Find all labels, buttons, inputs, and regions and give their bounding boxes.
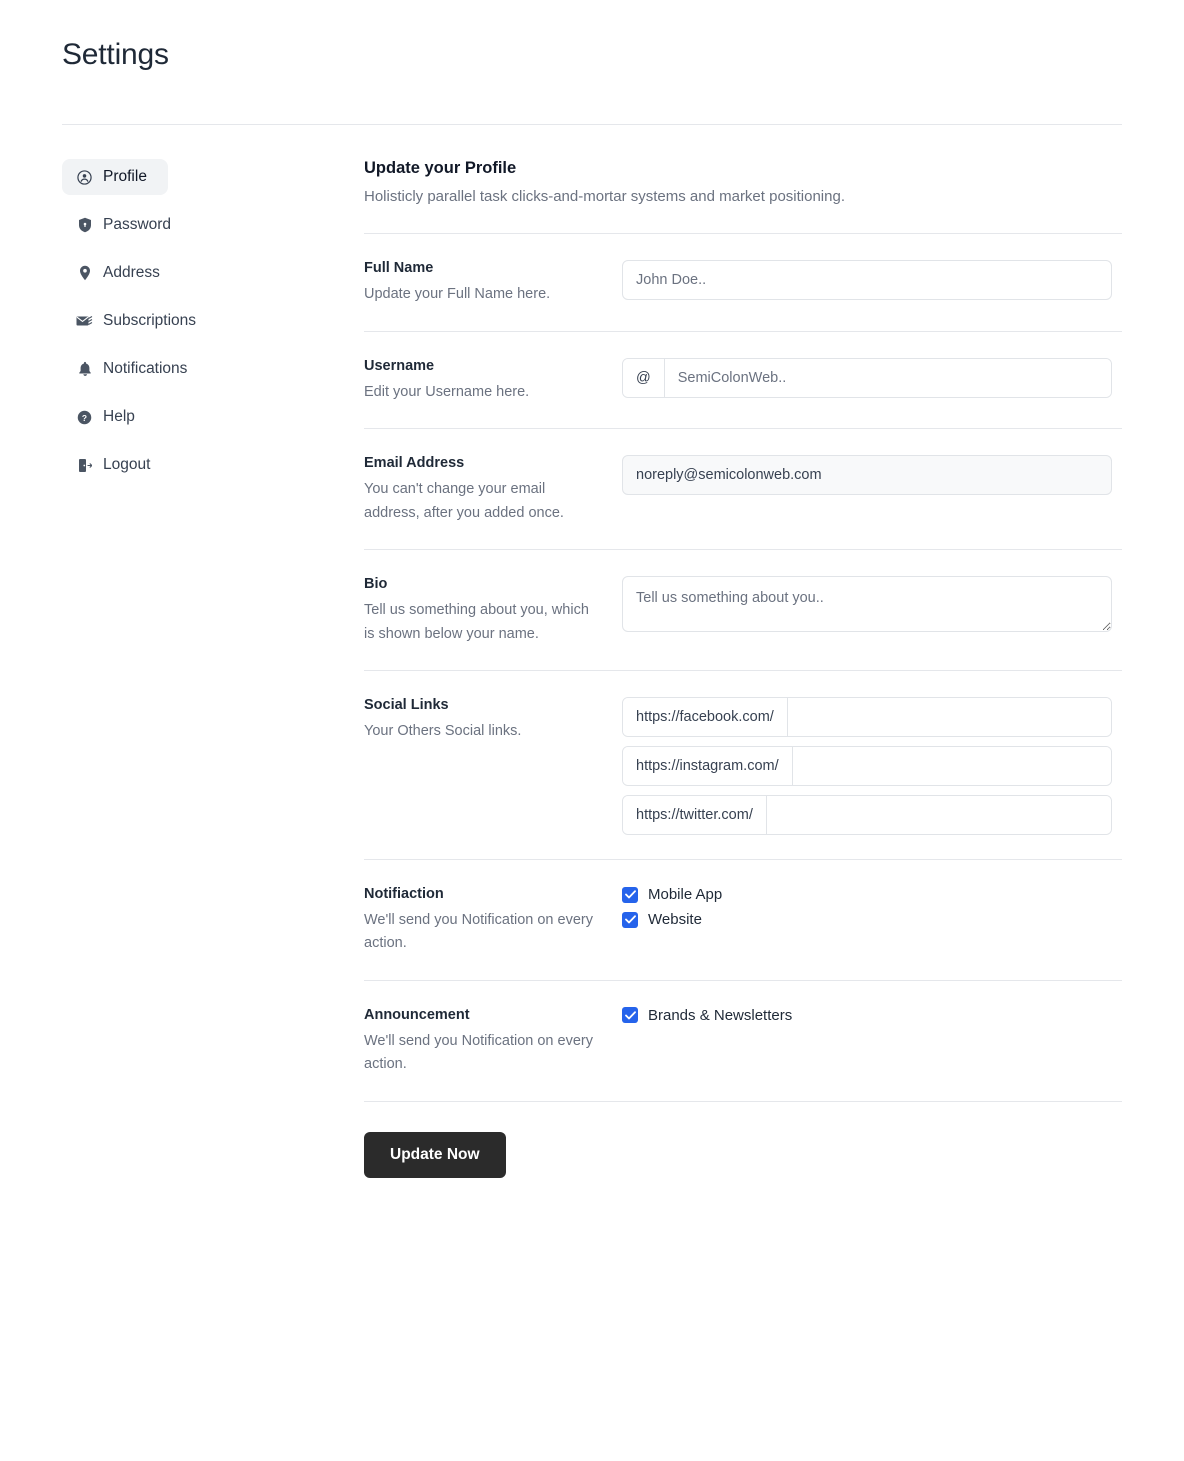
form-footer <box>364 1102 1122 1178</box>
instagram-input-group <box>622 746 1112 786</box>
field-label-group <box>364 1007 622 1077</box>
field-control <box>622 1007 1112 1032</box>
settings-page <box>0 20 1184 1461</box>
sidebar-item-subscriptions[interactable] <box>62 303 262 339</box>
sidebar-item-label: Notifications <box>103 360 188 378</box>
field-control <box>622 576 1112 637</box>
update-now-button[interactable]: Update Now <box>364 1132 506 1178</box>
instagram-url-prefix: https://instagram.com/ <box>623 747 793 785</box>
field-label: Notifiaction <box>364 886 444 902</box>
field-label-group <box>364 697 622 743</box>
email-input <box>622 455 1112 495</box>
mobile-app-checkbox[interactable] <box>622 887 638 903</box>
field-label: Announcement <box>364 1006 470 1023</box>
field-row-notification <box>364 860 1122 981</box>
field-row-social-links <box>364 671 1122 860</box>
profile-form <box>312 159 1122 1178</box>
field-description: Update your Full Name here. <box>364 286 551 303</box>
bell-icon <box>76 361 93 378</box>
field-label: Full Name <box>364 260 434 277</box>
checkbox-row-website <box>622 911 1112 928</box>
instagram-input[interactable] <box>793 747 1111 785</box>
sidebar-item-label: Subscriptions <box>103 312 197 330</box>
checkbox-row-mobile-app <box>622 886 1112 903</box>
settings-sidebar <box>62 159 312 1178</box>
twitter-url-prefix: https://twitter.com/ <box>623 796 767 834</box>
bio-textarea[interactable] <box>622 576 1112 632</box>
sidebar-item-label: Address <box>103 264 160 282</box>
form-subtitle: Holisticly parallel task clicks-and-mortar systems and market positioning. <box>364 188 845 206</box>
username-input[interactable] <box>665 359 1111 397</box>
field-label: Email Address <box>364 455 465 472</box>
field-row-full-name <box>364 234 1122 331</box>
field-control <box>622 697 1112 835</box>
field-description: We'll send you Notification on every action. <box>364 912 593 952</box>
twitter-input-group <box>622 795 1112 835</box>
twitter-input[interactable] <box>767 796 1111 834</box>
brands-newsletters-checkbox[interactable] <box>622 1007 638 1023</box>
field-label: Social Links <box>364 697 449 713</box>
at-symbol-addon: @ <box>623 359 665 397</box>
field-row-announcement <box>364 981 1122 1102</box>
settings-content <box>0 125 1184 1178</box>
page-title: Settings <box>62 38 169 72</box>
field-description: Your Others Social links. <box>364 723 522 739</box>
checkbox-label: Website <box>648 911 702 928</box>
field-description: You can't change your email address, after you added once. <box>364 481 564 521</box>
shield-icon <box>76 217 93 234</box>
field-description: Edit your Username here. <box>364 383 530 400</box>
field-row-username <box>364 332 1122 429</box>
sidebar-item-logout[interactable] <box>62 447 168 483</box>
facebook-input[interactable] <box>788 698 1111 736</box>
mail-icon <box>76 313 93 330</box>
field-label-group <box>364 455 622 525</box>
svg-text:?: ? <box>81 412 88 423</box>
form-title: Update your Profile <box>364 159 517 178</box>
sidebar-item-profile[interactable] <box>62 159 168 195</box>
field-label-group <box>364 358 622 404</box>
sidebar-item-label: Logout <box>103 456 151 474</box>
sidebar-item-password[interactable] <box>62 207 262 243</box>
question-circle-icon <box>76 409 93 426</box>
field-control <box>622 886 1112 936</box>
field-row-bio <box>364 550 1122 671</box>
sidebar-item-address[interactable] <box>62 255 262 291</box>
field-description: Tell us something about you, which is shown below your name. <box>364 602 589 642</box>
facebook-input-group <box>622 697 1112 737</box>
sidebar-item-label: Password <box>103 216 172 234</box>
field-control <box>622 358 1112 398</box>
field-row-email <box>364 429 1122 550</box>
checkbox-row-brands-newsletters <box>622 1007 1112 1024</box>
map-pin-icon <box>76 265 93 282</box>
checkbox-label: Brands & Newsletters <box>648 1006 793 1024</box>
field-label-group <box>364 576 622 646</box>
checkbox-label: Mobile App <box>648 886 723 903</box>
field-description: We'll send you Notification on every action. <box>364 1032 593 1073</box>
facebook-url-prefix: https://facebook.com/ <box>623 698 788 736</box>
field-label-group <box>364 886 622 956</box>
sidebar-item-label: Profile <box>103 168 147 186</box>
website-checkbox[interactable] <box>622 912 638 928</box>
field-label: Username <box>364 357 435 374</box>
logout-icon <box>76 457 93 474</box>
username-input-group <box>622 358 1112 398</box>
field-control <box>622 455 1112 495</box>
user-circle-icon <box>76 169 93 186</box>
sidebar-item-help[interactable] <box>62 399 168 435</box>
field-control <box>622 260 1112 300</box>
field-label: Bio <box>364 576 388 593</box>
field-label-group <box>364 260 622 306</box>
full-name-input[interactable] <box>622 260 1112 300</box>
sidebar-item-notifications[interactable] <box>62 351 262 387</box>
sidebar-item-label: Help <box>103 408 135 426</box>
